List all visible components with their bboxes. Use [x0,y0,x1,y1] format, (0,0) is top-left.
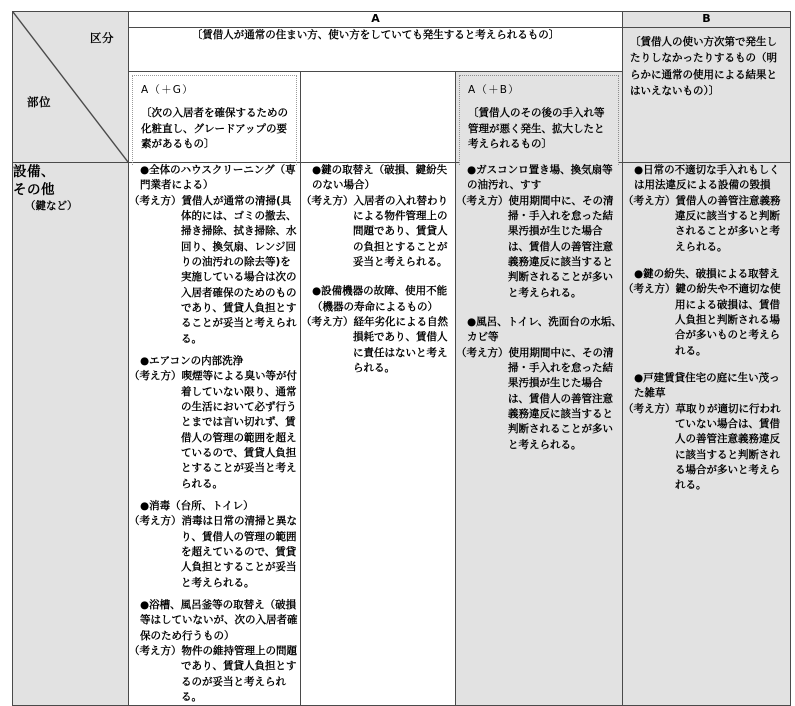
entry-bullet: ●ガスコンロ置き場、換気扇等の油汚れ、すす [467,164,613,192]
header-group-a: A [129,12,623,28]
row-label-line2: その他 [13,182,55,199]
entry-reason: （考え方）草取りが適切に行われていない場合は、賃借人の善管注意義務違反に該当すると判断される場合が多いと考えられる。 [623,402,781,492]
list-item [623,371,790,494]
entry-bullet: ●全体のハウスクリーニング（専門業者による） [140,164,296,192]
cell-a-plus-b [456,163,623,706]
row-label-equipment-other [13,163,129,706]
entry-bullet: ●日常の不適切な手入れもしくは用法違反による設備の毀損 [634,164,780,192]
entry-bullet: ●エアコンの内部洗浄 [140,354,244,367]
entry-reason: （考え方）使用期間中に、その清掃・手入れを怠った結果汚損が生じた場合は、賃借人の善管注意義務違反に該当すると判断されることが多いと考えられる。 [456,194,614,299]
entry-reason: （考え方）使用期間中に、その清掃・手入れを怠った結果汚損が生じた場合は、賃借人の善管注意義務違反に該当すると判断されることが多いと考えられる。 [456,346,614,451]
entry-bullet: ●鍵の紛失、破損による取替え [634,267,780,280]
entry-bullet: ●風呂、トイレ、洗面台の水垢、カビ等 [467,315,622,344]
entry-reason: （考え方）賃借人が通常の清掃(具体的には、ゴミの撤去、掃き掃除、拭き掃除、水回り、換気扇、レンジ回りの油汚れの除去等)を実施している場合は次の入居者確保のためのものであり、賃貸人負担とすることが妥当と考えられる。 [129,194,297,345]
list-item [129,354,300,492]
entry-bullet: ●戸建賃貸住宅の庭に生い茂った雑草 [634,371,780,400]
entry-bullet: ●鍵の取替え（破損、鍵紛失のない場合） [312,164,448,192]
header-a-description: 〔賃借人が通常の住まい方、使い方をしていても発生すると考えられるもの〕 [129,28,623,72]
list-item [623,267,790,359]
header-a-plus-b-cell [456,71,623,162]
list-item [301,163,455,270]
header-group-b: B [623,12,791,28]
a-plus-g-code: A（＋G） [141,83,194,96]
row-label-line1: 設備、 [13,164,55,180]
header-a-plain-cell [301,71,456,162]
restoration-criteria-table [12,11,791,706]
header-a-plus-g-cell [129,71,301,162]
entry-reason: （考え方）物件の維持管理上の問題であり、賃貸人負担とするのが妥当と考えられる。 [129,644,297,703]
table-row [13,163,791,706]
list-item [129,163,300,347]
entry-bullet: ●浴槽、風呂釜等の取替え（破損等はしていないが、次の入居者確保のため行うもの） [140,598,298,642]
cell-b [623,163,791,706]
entry-reason: （考え方）経年劣化による自然損耗であり、賃借人に責任はないと考えられる。 [301,315,448,374]
header-row-group [13,12,791,28]
entry-bullet: ●消毒（台所、トイレ） [140,499,254,512]
list-item [456,315,622,453]
row-label-sub: （鍵など） [25,200,78,213]
entry-reason: （考え方）消毒は日常の清掃と異なり、賃借人の管理の範囲を超えているので、賃貸人負担とすることが妥当と考えられる。 [129,515,297,589]
cell-a [301,163,456,706]
header-description-row [13,28,791,72]
a-plus-b-note: 〔賃借人のその後の手入れ等管理が悪く発生、拡大したと考えられるもの〕 [468,106,605,151]
entry-reason: （考え方）賃借人の善管注意義務違反に該当すると判断されることが多いと考えられる。 [623,194,781,253]
axis-column-label: 区分 [90,31,114,45]
axis-corner-cell [13,12,129,163]
entry-reason: （考え方）入居者の入れ替わりによる物件管理上の問題であり、賃貸人の負担とすることが妥当と考えられる。 [301,194,448,268]
a-plus-g-note: 〔次の入居者を確保するための化粧直し、グレードアップの要素があるもの〕 [141,106,288,151]
entry-reason: （考え方）喫煙等による臭い等が付着していない限り、通常の生活において必ず行うとまでは言い切れず、賃借人の管理の範囲を超えているので、賃貸人負担とすることが妥当と考えられる。 [129,370,297,490]
a-plus-b-code: A（＋B） [468,83,520,96]
list-item [129,499,300,591]
axis-row-label: 部位 [27,95,51,109]
list-item [301,284,455,376]
cell-a-plus-g [129,163,301,706]
entry-reason: （考え方）鍵の紛失や不適切な使用による破損は、賃借人負担と判断される場合が多いものと考えられる。 [623,283,781,357]
entry-bullet: ●設備機器の故障、使用不能（機器の寿命によるもの） [312,285,448,313]
list-item [456,163,622,301]
list-item [129,598,300,705]
header-b-description: 〔賃借人の使い方次第で発生したりしなかったりするもの（明らかに通常の使用による結果とはいえないもの）〕 [623,28,791,163]
list-item [623,163,790,255]
